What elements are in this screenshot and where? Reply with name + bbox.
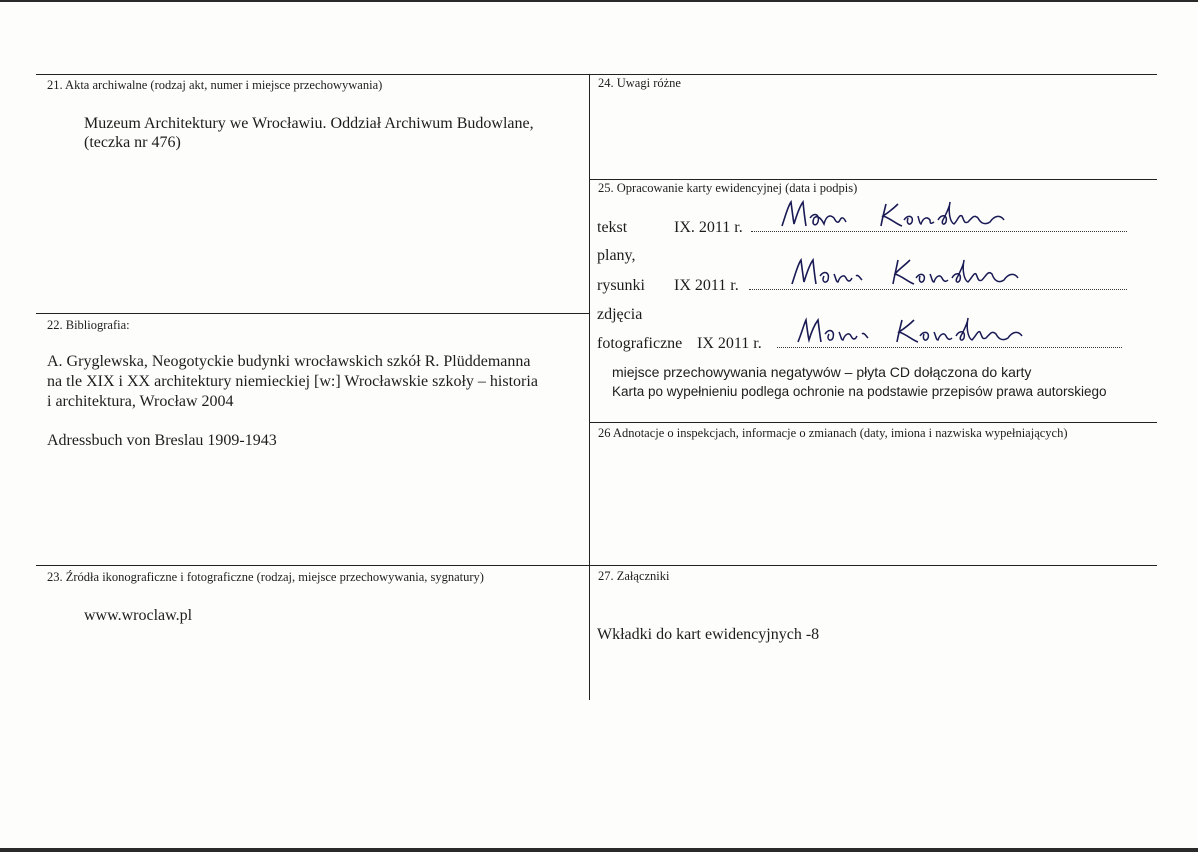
section-25-heading: 25. Opracowanie karty ewidencyjnej (data i podpis) xyxy=(598,181,858,195)
section-24-heading: 24. Uwagi różne xyxy=(598,76,681,90)
bibliography-entry1-line2: na tle XIX i XX architektury niemieckiej [w:] Wrocławskie szkoły – historia xyxy=(47,373,538,390)
rysunki-date: IX 2011 r. xyxy=(674,277,739,294)
rysunki-signature xyxy=(786,252,1046,297)
scan-bottom-edge xyxy=(0,848,1198,852)
section-23-heading: 23. Źródła ikonograficzne i fotograficzne (rodzaj, miejsce przechowywania, sygnatury) xyxy=(47,570,484,584)
scan-top-edge xyxy=(0,0,1198,2)
rule-24-25 xyxy=(589,179,1157,180)
fotograficzne-date: IX 2011 r. xyxy=(697,335,762,352)
section-21-heading: 21. Akta archiwalne (rodzaj akt, numer i miejsce przechowywania) xyxy=(47,78,383,92)
tekst-signature xyxy=(778,196,1038,239)
rule-21-23 xyxy=(36,565,589,566)
rysunki-label: rysunki xyxy=(597,277,645,294)
bibliography-entry2: Adressbuch von Breslau 1909-1943 xyxy=(47,432,277,449)
bibliography-entry1-line1: A. Gryglewska, Neogotyckie budynki wrocławskich szkół R. Plüddemanna xyxy=(47,353,531,370)
iconographic-source: www.wroclaw.pl xyxy=(84,607,193,624)
rule-26-27 xyxy=(589,565,1157,566)
zdjecia-label: zdjęcia xyxy=(597,306,643,323)
fotograficzne-label: fotograficzne xyxy=(597,335,683,352)
section-26-heading: 26 Adnotacje o inspekcjach, informacje o zmianach (daty, imiona i nazwiska wypełniających) xyxy=(598,426,1068,440)
fotograficzne-signature xyxy=(792,312,1042,355)
column-divider xyxy=(589,74,590,700)
top-rule xyxy=(36,74,1157,75)
copyright-notice: Karta po wypełnieniu podlega ochronie na podstawie przepisów prawa autorskiego xyxy=(612,384,1107,399)
attachments-value: Wkładki do kart ewidencyjnych -8 xyxy=(597,626,820,643)
archive-location-line1: Muzeum Architektury we Wrocławiu. Oddział Archiwum Budowlane, xyxy=(84,115,534,132)
archive-location-line2: (teczka nr 476) xyxy=(84,134,181,151)
rule-25-26 xyxy=(589,422,1157,423)
tekst-date: IX. 2011 r. xyxy=(674,219,743,236)
tekst-label: tekst xyxy=(597,219,628,236)
bibliography-entry1-line3: i architektura, Wrocław 2004 xyxy=(47,393,234,410)
section-22-heading: 22. Bibliografia: xyxy=(47,318,130,332)
section-27-heading: 27. Załączniki xyxy=(598,569,670,583)
plany-label: plany, xyxy=(597,247,636,264)
rule-21-22 xyxy=(36,313,589,314)
negatives-storage: miejsce przechowywania negatywów – płyta CD dołączona do karty xyxy=(612,364,1032,380)
